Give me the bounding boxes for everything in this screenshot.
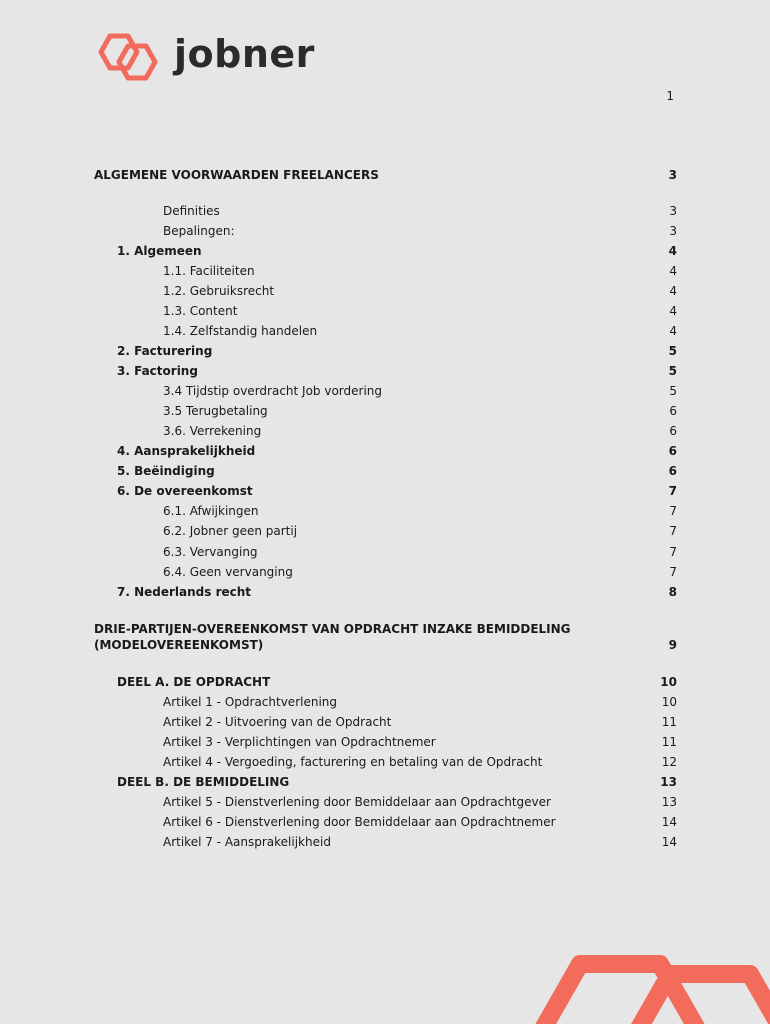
toc-entry-label: 5. Beëindiging <box>117 464 215 478</box>
toc-entry-label: DEEL A. DE OPDRACHT <box>117 675 271 689</box>
toc-entry[interactable] <box>163 284 677 299</box>
toc-entry-label: Artikel 7 - Aansprakelijkheid <box>163 835 331 849</box>
toc-entry[interactable] <box>163 224 677 239</box>
toc-entry-page: 10 <box>660 675 677 689</box>
toc-entry-page: 5 <box>668 364 677 378</box>
toc-entry-page: 3 <box>669 224 677 238</box>
toc-entry-label: 1.4. Zelfstandig handelen <box>163 324 318 338</box>
toc-entry-label: Definities <box>163 204 220 218</box>
toc-entry-label: 3.4 Tijdstip overdracht Job vordering <box>163 384 383 398</box>
toc-entry-label: DEEL B. DE BEMIDDELING <box>117 775 290 789</box>
toc-entry[interactable] <box>163 795 677 810</box>
toc-entry[interactable] <box>117 444 677 459</box>
toc-entry-label: (MODELOVEREENKOMST) <box>94 638 264 652</box>
toc-entry-label: 1. Algemeen <box>117 244 202 258</box>
toc-entry-page: 4 <box>669 304 677 318</box>
toc-entry-label: Artikel 3 - Verplichtingen van Opdrachtnemer <box>163 735 436 749</box>
jobner-logo-icon <box>92 32 164 84</box>
toc-entry-page: 13 <box>661 795 677 809</box>
toc-entry-page: 7 <box>669 524 677 538</box>
toc-entry[interactable] <box>163 565 677 580</box>
toc-entry[interactable] <box>94 168 677 183</box>
toc-entry[interactable] <box>94 622 677 637</box>
toc-entry-page: 14 <box>661 835 677 849</box>
toc-entry[interactable] <box>163 835 677 850</box>
toc-entry[interactable] <box>163 735 677 750</box>
toc-entry-page: 5 <box>668 344 677 358</box>
toc-entry[interactable] <box>163 545 677 560</box>
toc-entry-page: 8 <box>668 585 677 599</box>
toc-entry-label: ALGEMENE VOORWAARDEN FREELANCERS <box>94 168 379 182</box>
brand-name: jobner <box>174 32 315 76</box>
toc-entry[interactable] <box>117 675 677 690</box>
toc-entry-label: 1.1. Faciliteiten <box>163 264 255 278</box>
toc-entry-page: 13 <box>660 775 677 789</box>
toc-entry[interactable] <box>163 524 677 539</box>
toc-entry-page: 6 <box>668 464 677 478</box>
toc-entry-label: 3.6. Verrekening <box>163 424 262 438</box>
toc-entry-page: 6 <box>669 404 677 418</box>
toc-entry-page: 11 <box>661 715 677 729</box>
toc-entry[interactable] <box>163 424 677 439</box>
toc-entry[interactable] <box>117 775 677 790</box>
toc-entry-page: 9 <box>668 638 677 652</box>
page-number: 1 <box>666 89 674 103</box>
toc-entry[interactable] <box>94 638 677 653</box>
brand-logo <box>92 32 315 84</box>
toc-entry[interactable] <box>163 815 677 830</box>
toc-entry-page: 6 <box>668 444 677 458</box>
toc-entry-page: 7 <box>669 565 677 579</box>
toc-entry-label: Artikel 2 - Uitvoering van de Opdracht <box>163 715 392 729</box>
toc-entry-page: 4 <box>669 324 677 338</box>
toc-entry-label: DRIE-PARTIJEN-OVEREENKOMST VAN OPDRACHT INZAKE BEMIDDELING <box>94 622 571 636</box>
toc-entry-label: 6.3. Vervanging <box>163 545 258 559</box>
toc-entry-label: 6. De overeenkomst <box>117 484 253 498</box>
toc-entry[interactable] <box>163 404 677 419</box>
toc-entry[interactable] <box>163 264 677 279</box>
toc-entry-page: 7 <box>669 504 677 518</box>
toc-entry[interactable] <box>117 484 677 499</box>
toc-entry[interactable] <box>163 695 677 710</box>
toc-entry-label: 2. Facturering <box>117 344 213 358</box>
toc-entry-label: 1.2. Gebruiksrecht <box>163 284 275 298</box>
toc-entry-label: Artikel 5 - Dienstverlening door Bemiddelaar aan Opdrachtgever <box>163 795 551 809</box>
toc-entry-label: Bepalingen: <box>163 224 235 238</box>
toc-entry[interactable] <box>163 504 677 519</box>
toc-entry-page: 10 <box>661 695 677 709</box>
toc-entry-page: 4 <box>669 264 677 278</box>
toc-entry-label: 4. Aansprakelijkheid <box>117 444 256 458</box>
toc-entry-label: 6.2. Jobner geen partij <box>163 524 298 538</box>
toc-entry-page: 7 <box>669 545 677 559</box>
toc-entry-page: 4 <box>668 244 677 258</box>
toc-entry-page: 7 <box>668 484 677 498</box>
toc-entry-label: Artikel 1 - Opdrachtverlening <box>163 695 337 709</box>
toc-entry[interactable] <box>163 324 677 339</box>
toc-entry-page: 6 <box>669 424 677 438</box>
toc-entry-label: 3. Factoring <box>117 364 198 378</box>
toc-entry-label: 6.4. Geen vervanging <box>163 565 293 579</box>
toc-entry-page: 12 <box>661 755 677 769</box>
toc-entry-label: 3.5 Terugbetaling <box>163 404 268 418</box>
toc-entry[interactable] <box>163 715 677 730</box>
toc-entry-page: 14 <box>661 815 677 829</box>
toc-entry-label: Artikel 6 - Dienstverlening door Bemiddelaar aan Opdrachtnemer <box>163 815 556 829</box>
hexagon-decoration-icon <box>510 894 770 1024</box>
toc-entry[interactable] <box>117 464 677 479</box>
toc-entry[interactable] <box>117 344 677 359</box>
toc-entry[interactable] <box>163 755 677 770</box>
toc-entry-page: 5 <box>669 384 677 398</box>
toc-entry-label: 7. Nederlands recht <box>117 585 252 599</box>
toc-entry-label: Artikel 4 - Vergoeding, facturering en betaling van de Opdracht <box>163 755 543 769</box>
toc-entry-label: 6.1. Afwijkingen <box>163 504 259 518</box>
toc-entry[interactable] <box>117 244 677 259</box>
toc-entry[interactable] <box>163 304 677 319</box>
toc-entry-page: 4 <box>669 284 677 298</box>
toc-entry[interactable] <box>117 364 677 379</box>
toc-entry-page: 3 <box>669 204 677 218</box>
toc-entry[interactable] <box>163 384 677 399</box>
toc-entry[interactable] <box>163 204 677 219</box>
toc-entry-page: 3 <box>668 168 677 182</box>
toc-entry-label: 1.3. Content <box>163 304 238 318</box>
toc-entry-page: 11 <box>661 735 677 749</box>
toc-entry[interactable] <box>117 585 677 600</box>
